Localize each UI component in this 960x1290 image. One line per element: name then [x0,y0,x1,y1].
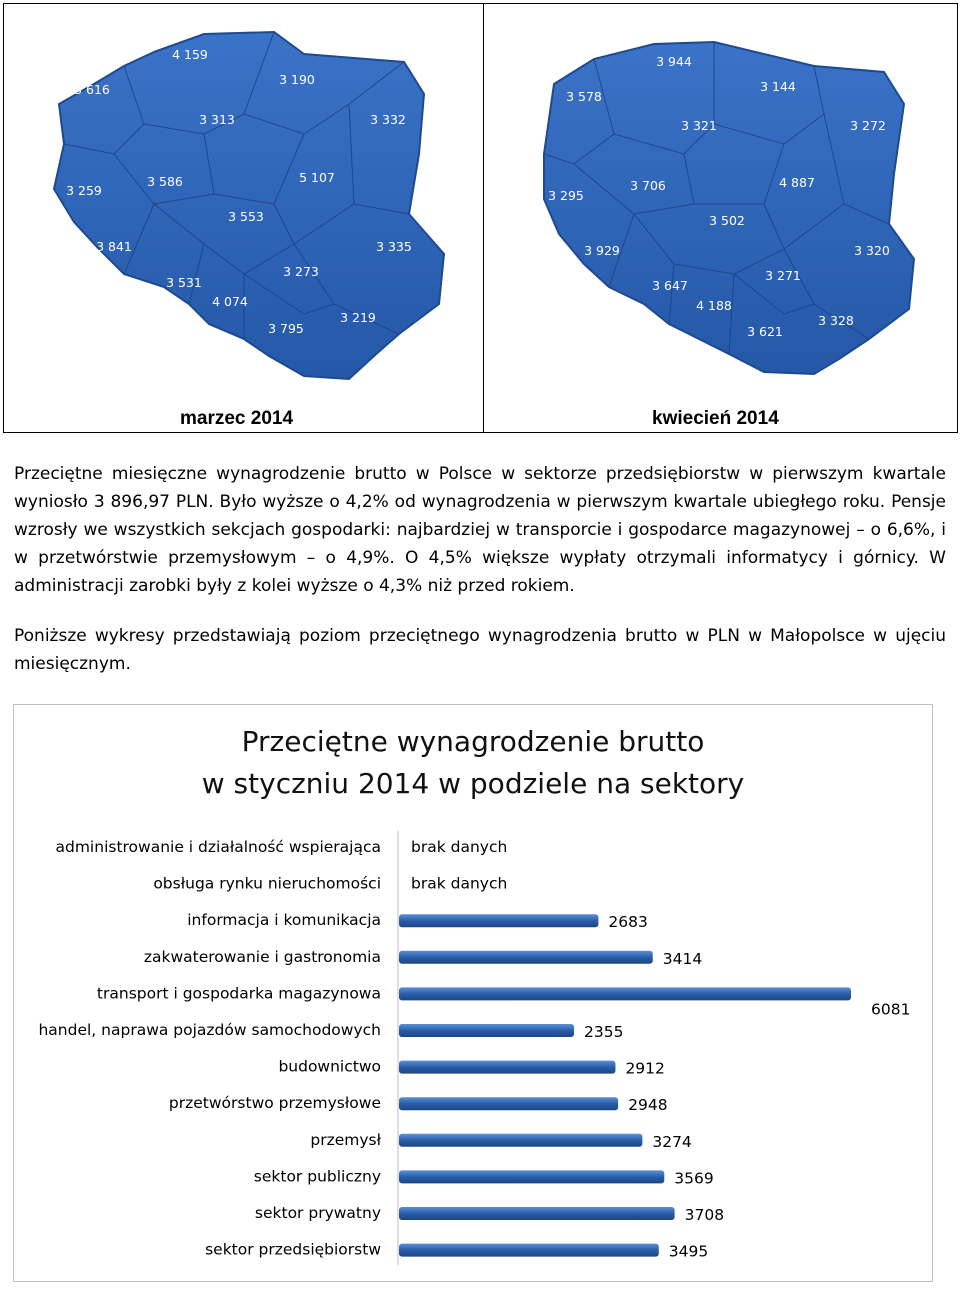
march-region-value: 3 586 [147,174,183,189]
category-label: handel, naprawa pojazdów samochodowych [38,1021,381,1039]
april-region-value: 3 272 [850,118,886,133]
april-region-value: 3 144 [760,79,796,94]
data-label: 3414 [662,949,703,968]
bar [399,1024,574,1037]
march-region-value: 3 841 [96,239,132,254]
category-label: obsługa rynku nieruchomości [153,874,381,893]
category-label: sektor przedsiębiorstw [205,1240,381,1259]
category-label: sektor publiczny [253,1167,381,1186]
chart-title-line-1: Przeciętne wynagrodzenie brutto [241,725,705,758]
data-label: 3495 [668,1242,709,1261]
category-label: administrowanie i działalność wspierająca [55,838,381,856]
april-region-value: 3 328 [818,313,854,328]
april-region-value: 3 502 [709,213,745,228]
data-label: 3274 [652,1132,692,1151]
bar [399,1244,659,1257]
march-region-value: 3 531 [166,275,202,290]
april-region-value: 3 621 [747,324,783,339]
paragraph-summary: Przeciętne miesięczne wynagrodzenie brutto w Polsce w sektorze przedsiębiorstw w pierwszym kwartale wyniosło 3 896,97 PLN. Było wyższe o 4,2% od wynagrodzenia w pierwszym kwartale ubiegłego roku. Pensje wzrosły we wszystkich sekcjach gospodarki: najbardziej w transporcie i gospodarce magazynowej – o 6,6%, i w przetwórstwie przemysłowym – o 4,9%. O 4,5% większe wypłaty otrzymali informatycy i górnicy. W administracji zarobki były z kolei wyższe o 4,3% niż przed rokiem. [14,464,946,596]
map-cell-april [484,4,957,432]
poland-outline [54,32,444,379]
april-region-value: 3 944 [656,54,692,69]
map-april [484,4,957,404]
maps-table [3,3,958,433]
march-region-value: 4 159 [172,47,208,62]
data-label: 6081 [871,1000,911,1019]
map-caption-april: kwiecień 2014 [652,408,779,429]
category-label: sektor prywatny [254,1204,381,1222]
category-label: informacja i komunikacja [187,911,381,930]
map-cell-march [4,4,484,432]
bar [399,1097,618,1110]
data-label: 3708 [684,1206,725,1224]
bar-chart [14,705,932,1281]
data-label: brak danych [411,874,508,893]
march-region-value: 3 335 [376,239,412,254]
march-region-value: 3 259 [66,183,102,198]
march-region-value: 3 795 [268,321,304,336]
map-caption-march: marzec 2014 [180,408,294,429]
data-label: 3569 [674,1169,714,1188]
april-region-value: 3 321 [681,118,717,133]
april-region-value: 4 188 [696,298,732,313]
bar [399,914,598,927]
data-label: brak danych [411,838,508,856]
march-region-value: 3 190 [279,72,315,87]
bar [399,987,851,1000]
bar [399,1134,642,1147]
march-region-value: 3 553 [228,209,264,224]
category-label: przemysł [310,1130,381,1149]
bar [399,1170,664,1183]
paragraph-chart-intro: Poniższe wykresy przedstawiają poziom przeciętnego wynagrodzenia brutto w PLN w Małopolsce w ujęciu miesięcznym. [14,626,946,674]
april-region-value: 3 647 [652,278,688,293]
march-region-value: 3 273 [283,264,319,279]
april-region-value: 3 295 [548,188,584,203]
april-region-value: 3 271 [765,268,801,283]
data-label: 2948 [628,1096,668,1115]
march-region-value: 4 074 [212,294,248,309]
bar [399,951,653,964]
data-label: 2912 [625,1059,665,1078]
march-region-value: 3 313 [199,112,235,127]
chart-box [13,704,933,1282]
data-label: 2355 [584,1023,624,1041]
bar [399,1061,615,1074]
april-region-value: 3 320 [854,243,890,258]
april-region-value: 3 929 [584,243,620,258]
april-region-value: 3 706 [630,178,666,193]
map-march [4,4,482,404]
bar [399,1207,675,1220]
april-region-value: 4 887 [779,175,815,190]
category-label: przetwórstwo przemysłowe [168,1094,381,1113]
category-label: budownictwo [278,1057,381,1076]
march-region-value: 3 219 [340,310,376,325]
april-region-value: 3 578 [566,89,602,104]
march-region-value: 3 332 [370,112,406,127]
chart-title-line-2: w styczniu 2014 w podziele na sektory [201,767,745,800]
category-label: zakwaterowanie i gastronomia [143,947,381,966]
march-region-value: 3 616 [74,82,110,97]
category-label: transport i gospodarka magazynowa [96,984,381,1003]
data-label: 2683 [608,913,648,932]
march-region-value: 5 107 [299,170,335,185]
